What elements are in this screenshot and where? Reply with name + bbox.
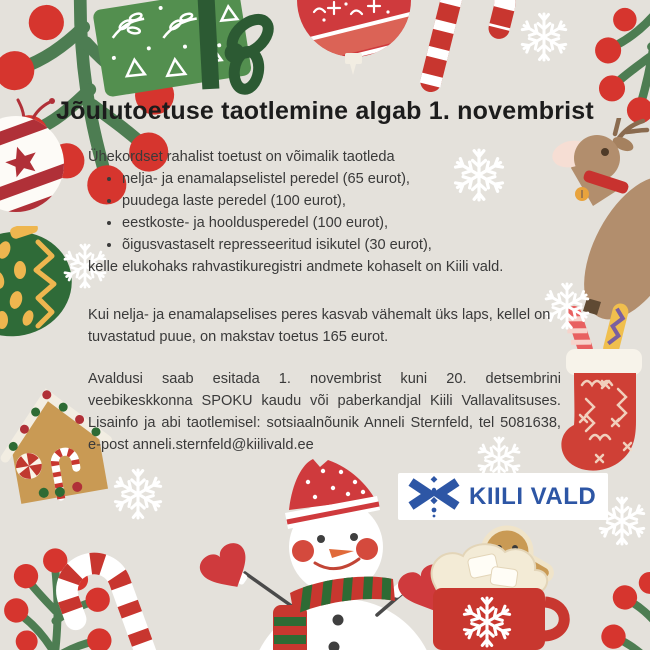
candy-cane-icon: [408, 0, 534, 111]
benefit-list: [88, 168, 561, 256]
kiili-vald-logo: [398, 473, 608, 520]
logo-text: KIILI VALD: [469, 482, 597, 510]
cocoa-mug-icon: [415, 538, 585, 650]
kiili-vald-logo-icon: [408, 476, 460, 518]
benefit-item: • puudega laste peredel (100 eurot),: [122, 190, 561, 212]
benefit-item: • eestkoste- ja hooldusperedel (100 eurot),: [122, 212, 561, 234]
page-title: Jõulutoetuse taotlemine algab 1. novembrist: [56, 97, 594, 125]
heart-mitten-icon: [196, 539, 259, 599]
berry-branch-icon: [578, 548, 650, 650]
benefit-item: • õigusvastaselt represseeritud isikutel (30 eurot),: [122, 234, 561, 256]
snowflake-icon: [112, 468, 164, 520]
snowflake-icon: [519, 12, 569, 62]
red-bauble-icon: [294, 0, 414, 76]
extra-paragraph: Kui nelja- ja enamalapselises peres kasvab vähemalt üks laps, kellel on tuvastatud puue, on makstav toetus 165 eurot.: [88, 307, 551, 345]
stocking-icon: [556, 303, 650, 489]
announcement-text: [88, 146, 561, 456]
intro-line: Ühekordset rahalist toetust on võimalik taotleda: [88, 149, 395, 165]
benefit-item: • nelja- ja enamalapselistel peredel (65 eurot),: [122, 168, 561, 190]
gift-box-icon: [76, 0, 276, 112]
candy-cane-icon: [13, 521, 196, 650]
apply-paragraph: Avaldusi saab esitada 1. novembrist kuni 20. detsembrini veebikeskkonna SPOKU kaudu või paberkandjal Kiili Vallavalitsuses. Lisainfo ja abi taotlemisel: sotsiaalnõunik Anneli Sternfeld, tel 5081638, e-post anneli.sternfeld@kiilivald.ee: [88, 371, 561, 453]
condition-line: kelle elukohaks rahvastikuregistri andmete kohaselt on Kiili vald.: [88, 259, 504, 275]
